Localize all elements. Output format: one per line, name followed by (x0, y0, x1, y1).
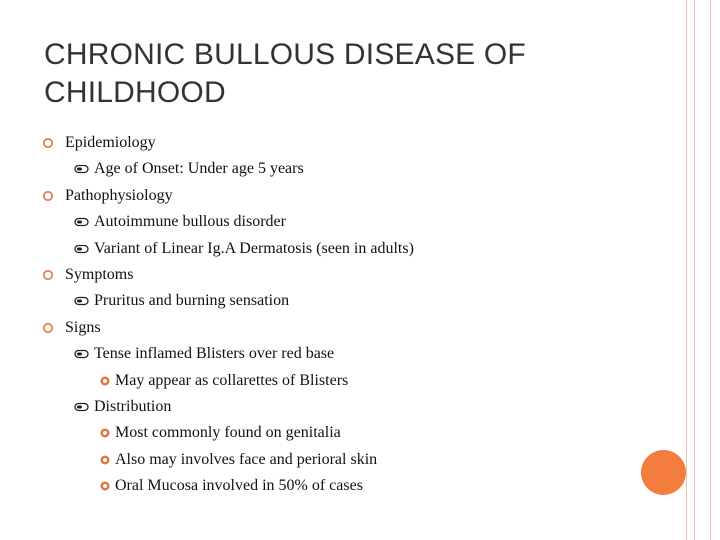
hollow-circle-bullet-icon (42, 262, 54, 281)
list-item (42, 473, 662, 499)
list-item (42, 341, 662, 367)
list-item-text: Also may involves face and perioral skin (115, 450, 378, 468)
list-item (42, 183, 662, 209)
filled-circle-bullet-icon (99, 473, 111, 492)
hollow-circle-bullet-icon (42, 183, 54, 202)
filled-circle-bullet-icon (99, 447, 111, 466)
list-item (42, 262, 662, 288)
rounded-bullet-icon (74, 394, 90, 413)
list-item (42, 288, 662, 314)
right-border-line (686, 0, 687, 540)
list-item (42, 315, 662, 341)
right-border-line-outer (710, 0, 711, 540)
rounded-bullet-icon (74, 156, 90, 175)
list-item (42, 130, 662, 156)
rounded-bullet-icon (74, 236, 90, 255)
bullet-list (42, 130, 662, 499)
list-item (42, 236, 662, 262)
filled-circle-bullet-icon (99, 368, 111, 387)
hollow-circle-bullet-icon (42, 130, 54, 149)
list-item-text: Age of Onset: Under age 5 years (94, 160, 304, 178)
rounded-bullet-icon (74, 209, 90, 228)
rounded-bullet-icon (74, 341, 90, 360)
list-item (42, 420, 662, 446)
decorative-circle-icon (641, 450, 686, 495)
filled-circle-bullet-icon (99, 420, 111, 439)
list-item (42, 394, 662, 420)
list-item-text: Symptoms (65, 265, 134, 283)
hollow-circle-bullet-icon (42, 315, 54, 334)
list-item (42, 368, 662, 394)
list-item (42, 447, 662, 473)
title-line-1: CHRONIC BULLOUS DISEASE OF (44, 38, 526, 71)
right-border-line-inner (694, 0, 695, 540)
list-item-text: Autoimmune bullous disorder (94, 213, 286, 231)
list-item-text: Oral Mucosa involved in 50% of cases (115, 477, 363, 495)
slide-title (44, 36, 604, 112)
list-item-text: Pathophysiology (65, 186, 173, 204)
list-item-text: Most commonly found on genitalia (115, 424, 341, 442)
list-item (42, 156, 662, 182)
list-item (42, 209, 662, 235)
list-item-text: Tense inflamed Blisters over red base (94, 345, 335, 363)
list-item-text: Distribution (94, 397, 172, 415)
title-line-2: CHILDHOOD (44, 76, 226, 109)
list-item-text: Signs (65, 318, 101, 336)
list-item-text: Epidemiology (65, 134, 156, 151)
list-item-text: May appear as collarettes of Blisters (115, 371, 349, 389)
rounded-bullet-icon (74, 288, 90, 307)
list-item-text: Pruritus and burning sensation (94, 292, 290, 310)
list-item-text: Variant of Linear Ig.A Dermatosis (seen in adults) (94, 239, 414, 257)
